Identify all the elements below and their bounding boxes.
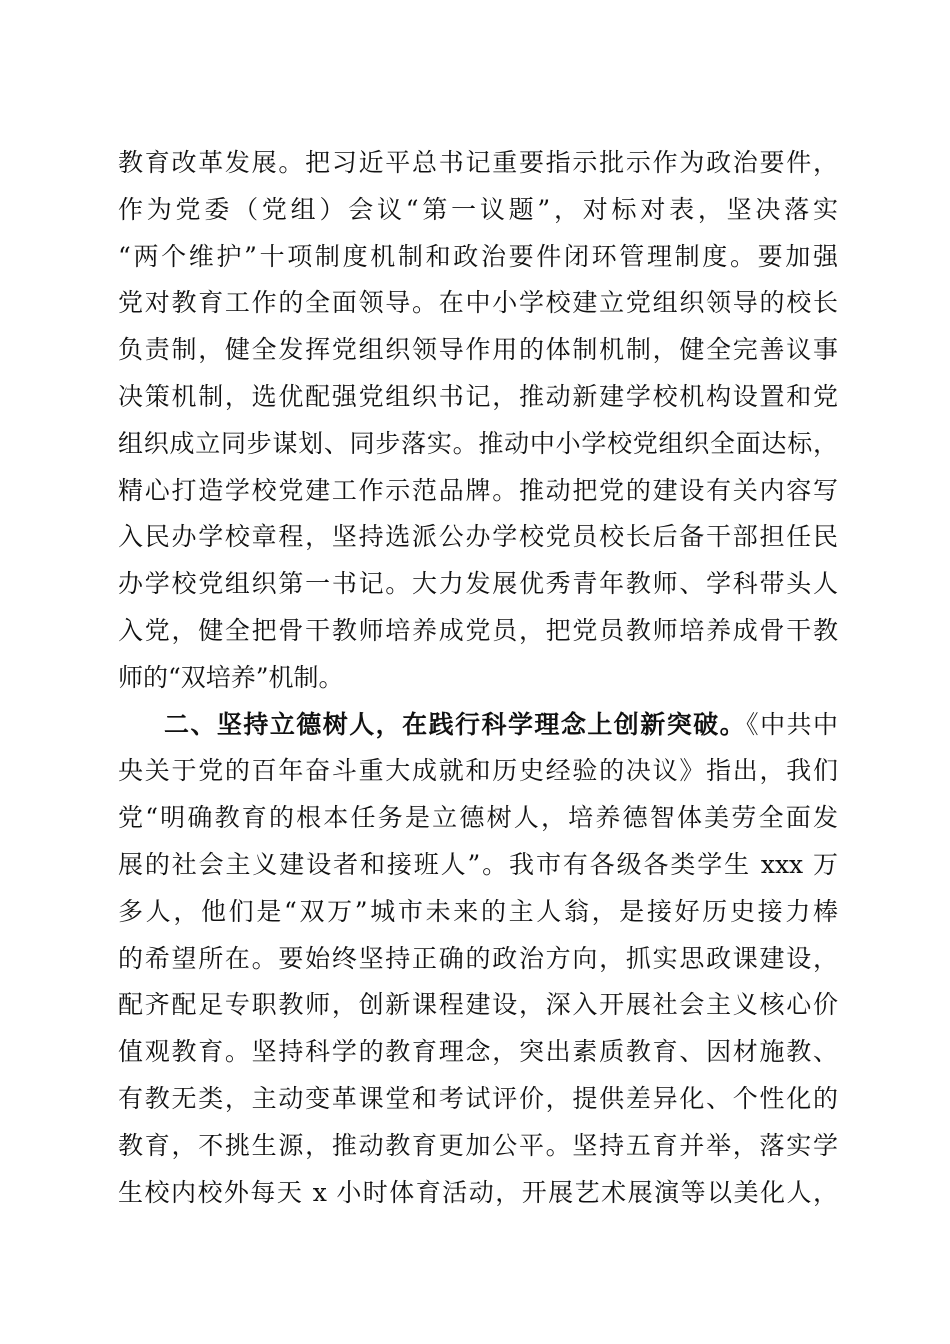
text-line: 央关于党的百年奋斗重大成就和历史经验的决议》指出，我们 <box>118 756 838 786</box>
text-line: 的希望所在。要始终坚持正确的政治方向，抓实思政课建设， <box>118 943 838 973</box>
text-line: 党“明确教育的根本任务是立德树人，培养德智体美劳全面发 <box>118 803 838 833</box>
text-line: 展的社会主义建设者和接班人”。我市有各级各类学生 xxx 万 <box>118 849 838 879</box>
text-line: 党对教育工作的全面领导。在中小学校建立党组织领导的校长 <box>118 288 838 318</box>
text-line: 有教无类，主动变革课堂和考试评价，提供差异化、个性化的 <box>118 1083 838 1113</box>
paragraph-2 <box>118 702 838 1217</box>
text-line: 办学校党组织第一书记。大力发展优秀青年教师、学科带头人 <box>118 569 838 599</box>
text-line: 多人，他们是“双万”城市未来的主人翁，是接好历史接力棒 <box>118 896 838 926</box>
text-line: 值观教育。坚持科学的教育理念，突出素质教育、因材施教、 <box>118 1037 838 1067</box>
text-line: 负责制，健全发挥党组织领导作用的体制机制，健全完善议事 <box>118 335 838 365</box>
text-line: 作为党委（党组）会议“第一议题”，对标对表，坚决落实 <box>118 194 838 224</box>
text-line: 教育，不挑生源，推动教育更加公平。坚持五育并举，落实学 <box>118 1130 838 1160</box>
paragraph-1 <box>118 140 838 702</box>
heading-tail-text: 《中共中 <box>746 709 838 739</box>
text-line: “两个维护”十项制度机制和政治要件闭环管理制度。要加强 <box>118 241 838 271</box>
text-line: 精心打造学校党建工作示范品牌。推动把党的建设有关内容写 <box>118 475 838 505</box>
text-line: 入民办学校章程，坚持选派公办学校党员校长后备干部担任民 <box>118 522 838 552</box>
text-line: 入党，健全把骨干教师培养成党员，把党员教师培养成骨干教 <box>118 615 838 645</box>
text-line: 教育改革发展。把习近平总书记重要指示批示作为政治要件， <box>118 148 838 177</box>
section-heading: 二、坚持立德树人，在践行科学理念上创新突破。 <box>164 709 747 739</box>
section-heading-line <box>118 702 838 749</box>
body-text <box>118 140 838 1216</box>
text-line: 师的“双培养”机制。 <box>118 662 344 692</box>
text-line: 配齐配足专职教师，创新课程建设，深入开展社会主义核心价 <box>118 990 838 1020</box>
text-line: 组织成立同步谋划、同步落实。推动中小学校党组织全面达标， <box>118 428 838 458</box>
text-line: 生校内校外每天 x 小时体育活动，开展艺术展演等以美化人， <box>118 1177 838 1207</box>
text-line: 决策机制，选优配强党组织书记，推动新建学校机构设置和党 <box>118 381 838 411</box>
